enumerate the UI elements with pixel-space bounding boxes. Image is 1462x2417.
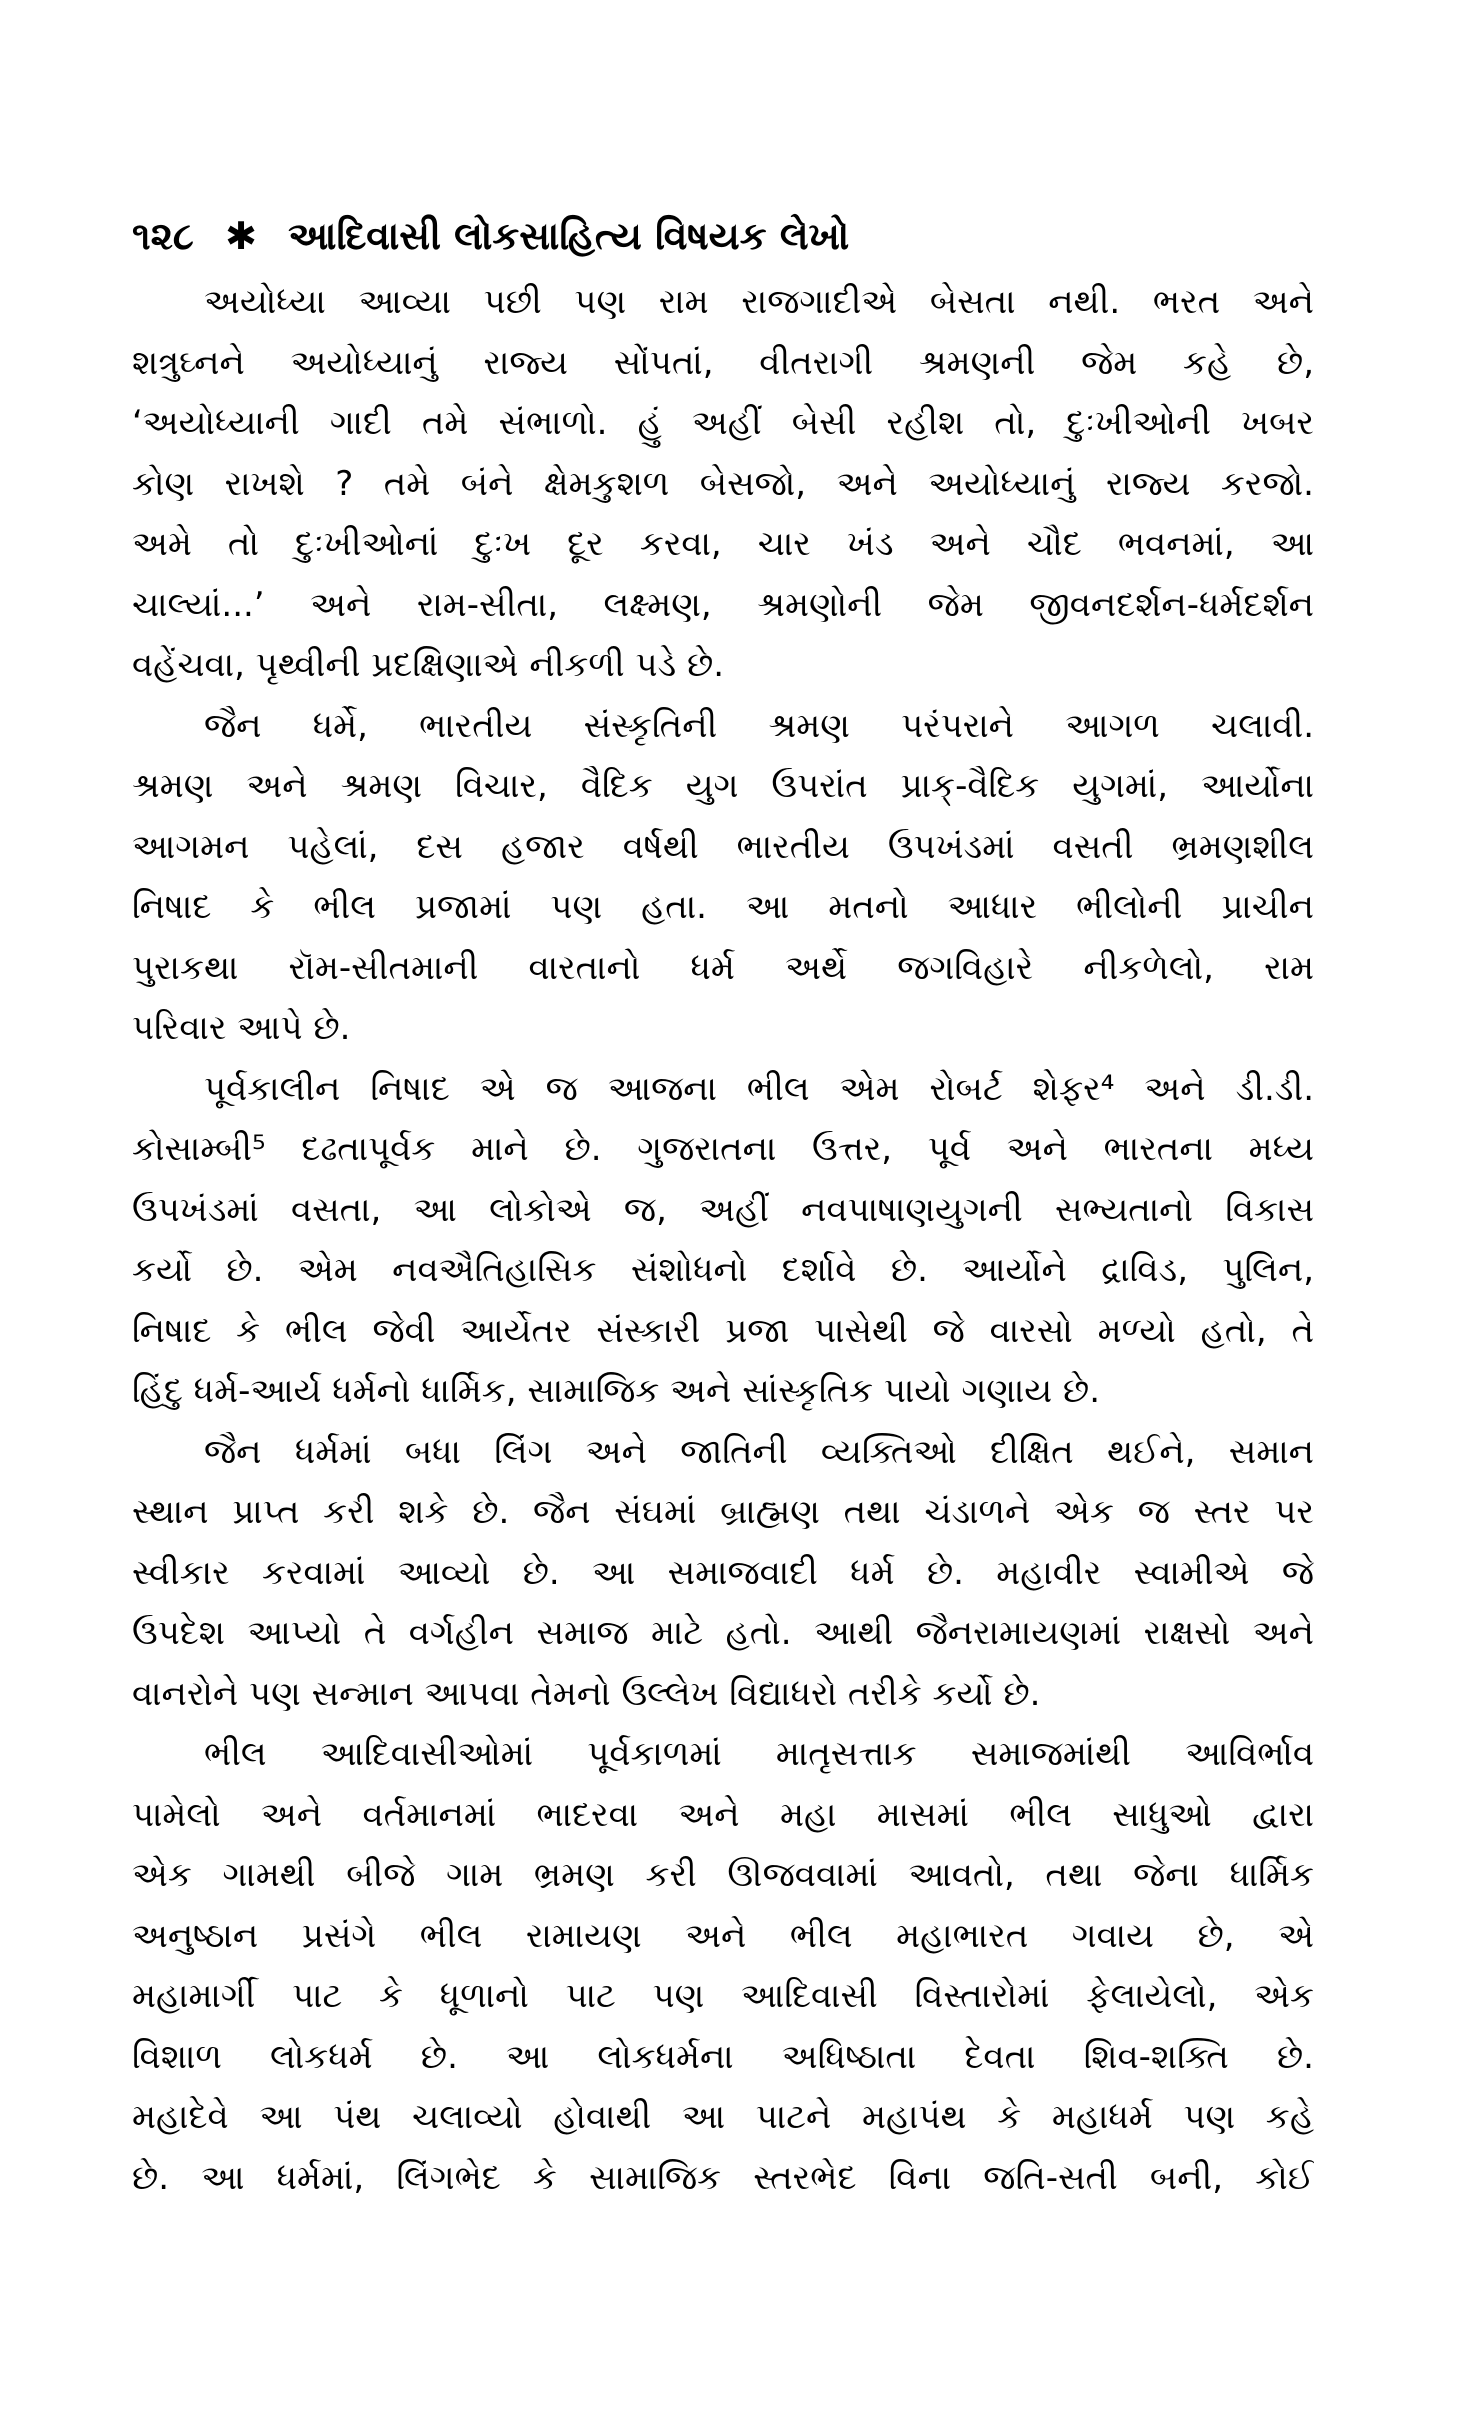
asterisk-separator-icon: ✱ bbox=[225, 214, 257, 258]
text-line: ઉપખંડમાં વસતા, આ લોકોએ જ, અહીં નવપાષાણયુગની સભ્યતાનો વિકાસ bbox=[132, 1189, 1314, 1230]
text-line: અમે તો દુઃખીઓનાં દુઃખ દૂર કરવા, ચાર ખંડ અને ચૌદ ભવનમાં, આ bbox=[132, 524, 1314, 564]
text-line: ચાલ્યાં...’ અને રામ-સીતા, લક્ષ્મણ, શ્રમણોની જેમ જીવનદર્શન-ધર્મદર્શન bbox=[132, 584, 1314, 625]
text-line: પુરાકથા રૉમ-સીતમાની વારતાનો ધર્મ અર્થે જગવિહારે નીકળેલો, રામ bbox=[132, 947, 1314, 988]
text-line: એક ગામથી બીજે ગામ ભ્રમણ કરી ઊજવવામાં આવતો, તથા જેના ધાર્મિક bbox=[132, 1855, 1314, 1895]
text-line: ભીલ આદિવાસીઓમાં પૂર્વકાળમાં માતૃસત્તાક સમાજમાંથી આવિર્ભાવ bbox=[204, 1734, 1314, 1774]
paragraph bbox=[132, 1059, 1314, 1422]
text-line: અનુષ્ઠાન પ્રસંગે ભીલ રામાયણ અને ભીલ મહાભારત ગવાય છે, એ bbox=[132, 1915, 1314, 1956]
text-line: જૈન ધર્મમાં બધા લિંગ અને જાતિની વ્યક્તિઓ દીક્ષિત થઈને, સમાન bbox=[204, 1431, 1314, 1472]
text-line: કોણ રાખશે ? તમે બંને ક્ષેમકુશળ બેસજો, અને અયોધ્યાનું રાજ્ય કરજો. bbox=[132, 463, 1314, 504]
text-line: શ્રમણ અને શ્રમણ વિચાર, વૈદિક યુગ ઉપરાંત પ્રાક્-વૈદિક યુગમાં, આર્યોના bbox=[132, 766, 1314, 806]
text-line: સ્થાન પ્રાપ્ત કરી શકે છે. જૈન સંઘમાં બ્રાહ્મણ તથા ચંડાળને એક જ સ્તર પર bbox=[132, 1492, 1314, 1532]
paragraph bbox=[132, 1724, 1314, 2208]
text-line: નિષાદ કે ભીલ જેવી આર્યેતર સંસ્કારી પ્રજા પાસેથી જે વારસો મળ્યો હતો, તે bbox=[132, 1310, 1314, 1351]
text-line: કર્યો છે. એમ નવઐતિહાસિક સંશોધનો દર્શાવે છે. આર્યોને દ્રાવિડ, પુલિન, bbox=[132, 1250, 1314, 1290]
text-line: છે. આ ધર્મમાં, લિંગભેદ કે સામાજિક સ્તરભેદ વિના જતિ-સતી બની, કોઈ bbox=[132, 2157, 1314, 2198]
text-line: વહેંચવા, પૃથ્વીની પ્રદક્ષિણાએ નીકળી પડે છે. bbox=[132, 645, 725, 685]
text-line: નિષાદ કે ભીલ પ્રજામાં પણ હતા. આ મતનો આધાર ભીલોની પ્રાચીન bbox=[132, 887, 1314, 927]
book-title: આદિવાસી લોકસાહિત્ય વિષયક લેખો bbox=[288, 214, 850, 258]
text-line: પૂર્વકાલીન નિષાદ એ જ આજના ભીલ એમ રોબર્ટ શેફર⁴ અને ડી.ડી. bbox=[204, 1068, 1314, 1109]
paragraph bbox=[132, 272, 1314, 696]
text-line: પામેલો અને વર્તમાનમાં ભાદરવા અને મહા માસમાં ભીલ સાધુઓ દ્વારા bbox=[132, 1794, 1314, 1835]
text-line: ‘અયોધ્યાની ગાદી તમે સંભાળો. હું અહીં બેસી રહીશ તો, દુઃખીઓની ખબર bbox=[132, 403, 1314, 443]
running-header bbox=[132, 208, 849, 264]
text-line: જૈન ધર્મે, ભારતીય સંસ્કૃતિની શ્રમણ પરંપરાને આગળ ચલાવી. bbox=[204, 705, 1314, 746]
text-line: શત્રુઘ્નને અયોધ્યાનું રાજ્ય સોંપતાં, વીતરાગી શ્રમણની જેમ કહે છે, bbox=[132, 342, 1314, 383]
text-line: હિંદુ ધર્મ-આર્ય ધર્મનો ધાર્મિક, સામાજિક અને સાંસ્કૃતિક પાયો ગણાય છે. bbox=[132, 1371, 1101, 1411]
paragraph bbox=[132, 696, 1314, 1059]
page-number: ૧૨૮ bbox=[132, 214, 194, 258]
text-line: પરિવાર આપે છે. bbox=[132, 1008, 351, 1048]
text-line: મહામાર્ગી પાટ કે ધૂળાનો પાટ પણ આદિવાસી વિસ્તારોમાં ફેલાયેલો, એક bbox=[132, 1976, 1314, 2016]
text-line: કોસામ્બી⁵ દઢતાપૂર્વક માને છે. ગુજરાતના ઉત્તર, પૂર્વ અને ભારતના મધ્ય bbox=[132, 1129, 1314, 1169]
text-line: ઉપદેશ આપ્યો તે વર્ગહીન સમાજ માટે હતો. આથી જૈનરામાયણમાં રાક્ષસો અને bbox=[132, 1613, 1314, 1653]
text-line: વાનરોને પણ સન્માન આપવા તેમનો ઉલ્લેખ વિદ્યાધરો તરીકે કર્યો છે. bbox=[132, 1673, 1041, 1714]
text-line: વિશાળ લોકધર્મ છે. આ લોકધર્મના અધિષ્ઠાતા દેવતા શિવ-શક્તિ છે. bbox=[132, 2036, 1314, 2077]
text-line: સ્વીકાર કરવામાં આવ્યો છે. આ સમાજવાદી ધર્મ છે. મહાવીર સ્વામીએ જે bbox=[132, 1552, 1314, 1593]
body-text bbox=[132, 272, 1314, 2208]
text-line: આગમન પહેલાં, દસ હજાર વર્ષથી ભારતીય ઉપખંડમાં વસતી ભ્રમણશીલ bbox=[132, 826, 1314, 867]
paragraph bbox=[132, 1422, 1314, 1725]
text-line: મહાદેવે આ પંથ ચલાવ્યો હોવાથી આ પાટને મહાપંથ કે મહાધર્મ પણ કહે bbox=[132, 2097, 1314, 2137]
text-line: અયોધ્યા આવ્યા પછી પણ રામ રાજગાદીએ બેસતા નથી. ભરત અને bbox=[204, 282, 1314, 322]
